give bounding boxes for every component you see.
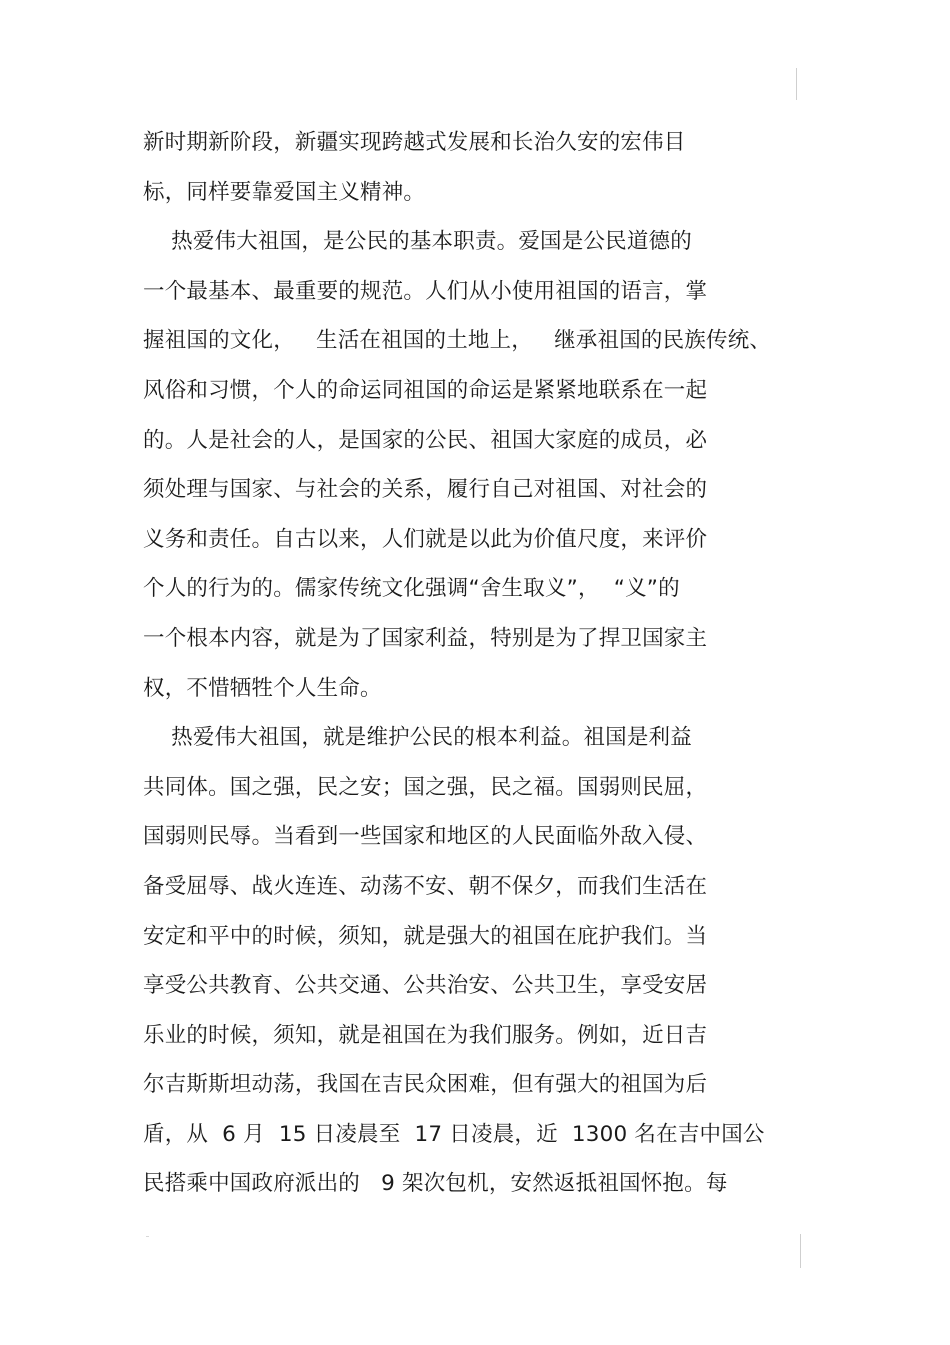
text-line: 握祖国的文化， 生活在祖国的土地上， 继承祖国的民族传统、: [143, 328, 772, 354]
page-corner-mark-bottom: [800, 1234, 801, 1268]
text-line: 个人的行为的。儒家传统文化强调“舍生取义”， “义”的: [143, 576, 680, 602]
text-line: 国弱则民辱。当看到一些国家和地区的人民面临外敌入侵、: [143, 824, 708, 850]
text-line: 安定和平中的时候，须知，就是强大的祖国在庇护我们。当: [143, 923, 708, 949]
text-line: 热爱伟大祖国，是公民的基本职责。爱国是公民道德的: [143, 229, 692, 255]
text-line: 一个根本内容，就是为了国家利益，特别是为了捍卫国家主: [143, 625, 708, 651]
text-line: 民搭乘中国政府派出的 9 架次包机，安然返抵祖国怀抱。每: [143, 1171, 728, 1197]
text-line: 备受屈辱、战火连连、动荡不安、朝不保夕，而我们生活在: [143, 873, 708, 899]
text-line: 风俗和习惯，个人的命运同祖国的命运是紧紧地联系在一起: [143, 377, 708, 403]
text-line: 义务和责任。自古以来，人们就是以此为价值尺度，来评价: [143, 526, 708, 552]
text-line: 须处理与国家、与社会的关系，履行自己对祖国、对社会的: [143, 477, 708, 503]
text-line: 权，不惜牺牲个人生命。: [143, 675, 382, 701]
text-line: 盾，从 6 月 15 日凌晨至 17 日凌晨，近 1300 名在吉中国公: [143, 1121, 765, 1147]
text-line: 热爱伟大祖国，就是维护公民的根本利益。祖国是利益: [143, 725, 692, 751]
text-line: 新时期新阶段，新疆实现跨越式发展和长治久安的宏伟目: [143, 130, 686, 155]
text-line: 的。人是社会的人，是国家的公民、祖国大家庭的成员，必: [143, 427, 708, 453]
text-line: 共同体。国之强，民之安；国之强，民之福。国弱则民屈，: [143, 774, 708, 800]
text-line: 一个最基本、最重要的规范。人们从小使用祖国的语言，掌: [143, 278, 708, 304]
text-line: 享受公共教育、公共交通、公共治安、公共卫生，享受安居: [143, 973, 708, 999]
text-line: 尔吉斯斯坦动荡，我国在吉民众困难，但有强大的祖国为后: [143, 1072, 708, 1098]
page-corner-mark-top: [796, 68, 797, 100]
page-corner-dot: [146, 1236, 149, 1237]
body-text: [143, 118, 833, 1209]
text-line: 标，同样要靠爱国主义精神。: [143, 179, 426, 205]
text-line: 乐业的时候，须知，就是祖国在为我们服务。例如，近日吉: [143, 1022, 708, 1048]
